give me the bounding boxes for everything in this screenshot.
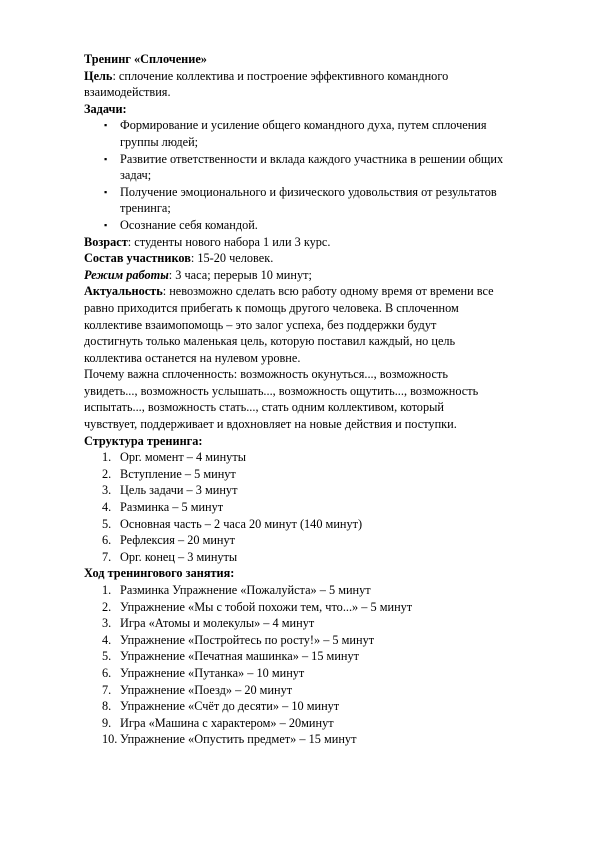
list-number: 9.	[102, 715, 112, 730]
tasks-colon: :	[122, 101, 127, 116]
tasks-heading	[84, 101, 544, 118]
participants-paragraph	[84, 250, 544, 267]
why-text-line: испытать..., возможность стать..., стать одним коллективом, который	[84, 400, 444, 415]
list-number: 6.	[102, 533, 112, 548]
list-item	[84, 615, 544, 632]
bullet-icon: ▪	[104, 153, 108, 164]
task-text: Осознание себя командой.	[120, 217, 258, 232]
list-item-text: Упражнение «Поезд» – 20 минут	[120, 682, 293, 697]
list-item	[84, 532, 544, 549]
list-item	[84, 698, 544, 715]
course-heading: Ход тренингового занятия:	[84, 566, 235, 581]
structure-heading: Структура тренинга:	[84, 433, 203, 448]
goal-text-continued: взаимодействия.	[84, 85, 171, 100]
list-item-text: Рефлексия – 20 минут	[120, 533, 236, 548]
bullet-icon: ▪	[104, 120, 108, 131]
list-number: 3.	[102, 483, 112, 498]
document-title: Тренинг «Сплочение»	[84, 52, 207, 66]
task-text: Формирование и усиление общего командного духа, путем сплочения	[120, 118, 487, 133]
list-item-text: Орг. момент – 4 минуты	[120, 450, 246, 465]
age-text: : студенты нового набора 1 или 3 курс.	[127, 234, 331, 249]
list-number: 5.	[102, 649, 112, 664]
list-item	[84, 184, 544, 217]
tasks-list	[84, 117, 544, 233]
list-item-text: Основная часть – 2 часа 20 минут (140 минут)	[120, 516, 363, 531]
list-item-text: Орг. конец – 3 минуты	[120, 549, 238, 564]
list-number: 2.	[102, 599, 112, 614]
list-item	[84, 632, 544, 649]
list-item-text: Упражнение «Постройтесь по росту!» – 5 минут	[120, 632, 375, 647]
list-number: 4.	[102, 500, 112, 515]
task-text: Развитие ответственности и вклада каждого участника в решении общих	[120, 151, 504, 166]
list-item	[84, 516, 544, 533]
relevance-paragraph	[84, 283, 544, 300]
list-number: 7.	[102, 682, 112, 697]
list-item-text: Вступление – 5 минут	[120, 466, 236, 481]
list-item-text: Упражнение «Мы с тобой похожи тем, что...» – 5 минут	[120, 599, 413, 614]
goal-paragraph	[84, 68, 544, 85]
list-item-text: Разминка Упражнение «Пожалуйста» – 5 минут	[120, 583, 371, 597]
list-item-text: Игра «Атомы и молекулы» – 4 минут	[120, 616, 315, 631]
bullet-icon: ▪	[104, 219, 108, 230]
tasks-label: Задачи	[84, 101, 123, 116]
age-label: Возраст	[84, 234, 128, 249]
list-item	[84, 117, 544, 150]
list-item	[84, 449, 544, 466]
list-number: 1.	[102, 450, 112, 465]
list-item	[84, 582, 544, 599]
goal-label: Цель	[84, 68, 113, 83]
list-item-text: Упражнение «Счёт до десяти» – 10 минут	[120, 699, 340, 714]
task-text: Получение эмоционального и физического удовольствия от результатов	[120, 184, 497, 199]
participants-label: Состав участников	[84, 251, 191, 266]
list-item	[84, 217, 544, 234]
list-number: 10.	[102, 732, 118, 747]
list-item	[84, 549, 544, 566]
list-item	[84, 466, 544, 483]
list-item	[84, 648, 544, 665]
why-text-line: увидеть..., возможность услышать..., возможность ощутить..., возможность	[84, 383, 479, 398]
list-item	[84, 599, 544, 616]
relevance-text-line: коллектива останется на нулевом уровне.	[84, 350, 301, 365]
list-item-text: Упражнение «Путанка» – 10 минут	[120, 665, 305, 680]
mode-paragraph	[84, 267, 544, 284]
list-number: 2.	[102, 466, 112, 481]
relevance-text-line: коллективе взаимопомощь – это залог успеха, без поддержки будут	[84, 317, 437, 332]
list-number: 1.	[102, 583, 112, 597]
age-paragraph	[84, 234, 544, 251]
task-text-continued: группы людей;	[120, 134, 199, 149]
list-number: 5.	[102, 516, 112, 531]
task-text-continued: тренинга;	[120, 201, 171, 216]
bullet-icon: ▪	[104, 186, 108, 197]
relevance-text-line: равно приходится прибегать к помощь другого человека. В сплоченном	[84, 300, 459, 315]
list-item	[84, 731, 544, 748]
list-item-text: Разминка – 5 минут	[120, 500, 224, 515]
participants-text: : 15-20 человек.	[190, 251, 274, 266]
list-item	[84, 715, 544, 732]
list-item	[84, 151, 544, 184]
relevance-text-line: достигнуть только маленькая цель, которую поставил каждый, но цель	[84, 334, 456, 349]
goal-text: : сплочение коллектива и построение эффективного командного	[112, 68, 449, 83]
why-text-line: чувствует, поддерживает и вдохновляет на новые действия и поступки.	[84, 417, 457, 432]
list-number: 3.	[102, 616, 112, 631]
list-number: 6.	[102, 665, 112, 680]
mode-text: : 3 часа; перерыв 10 минут;	[168, 267, 312, 282]
list-number: 8.	[102, 699, 112, 714]
list-item	[84, 665, 544, 682]
document-page	[84, 51, 544, 748]
list-item-text: Игра «Машина с характером» – 20минут	[120, 715, 334, 730]
list-number: 7.	[102, 549, 112, 564]
why-text-line: Почему важна сплоченность: возможность окунуться..., возможность	[84, 367, 448, 382]
relevance-text: : невозможно сделать всю работу одному время от времени все	[162, 284, 494, 299]
list-item	[84, 499, 544, 516]
list-number: 4.	[102, 632, 112, 647]
task-text-continued: задач;	[120, 168, 152, 183]
relevance-label: Актуальность	[84, 284, 163, 299]
list-item-text: Цель задачи – 3 минут	[120, 483, 238, 498]
list-item	[84, 482, 544, 499]
mode-label: Режим работы	[84, 267, 169, 282]
list-item	[84, 682, 544, 699]
course-list	[84, 582, 544, 748]
structure-list	[84, 449, 544, 565]
list-item-text: Упражнение «Печатная машинка» – 15 минут	[120, 649, 360, 664]
list-item-text: Упражнение «Опустить предмет» – 15 минут	[120, 732, 357, 747]
